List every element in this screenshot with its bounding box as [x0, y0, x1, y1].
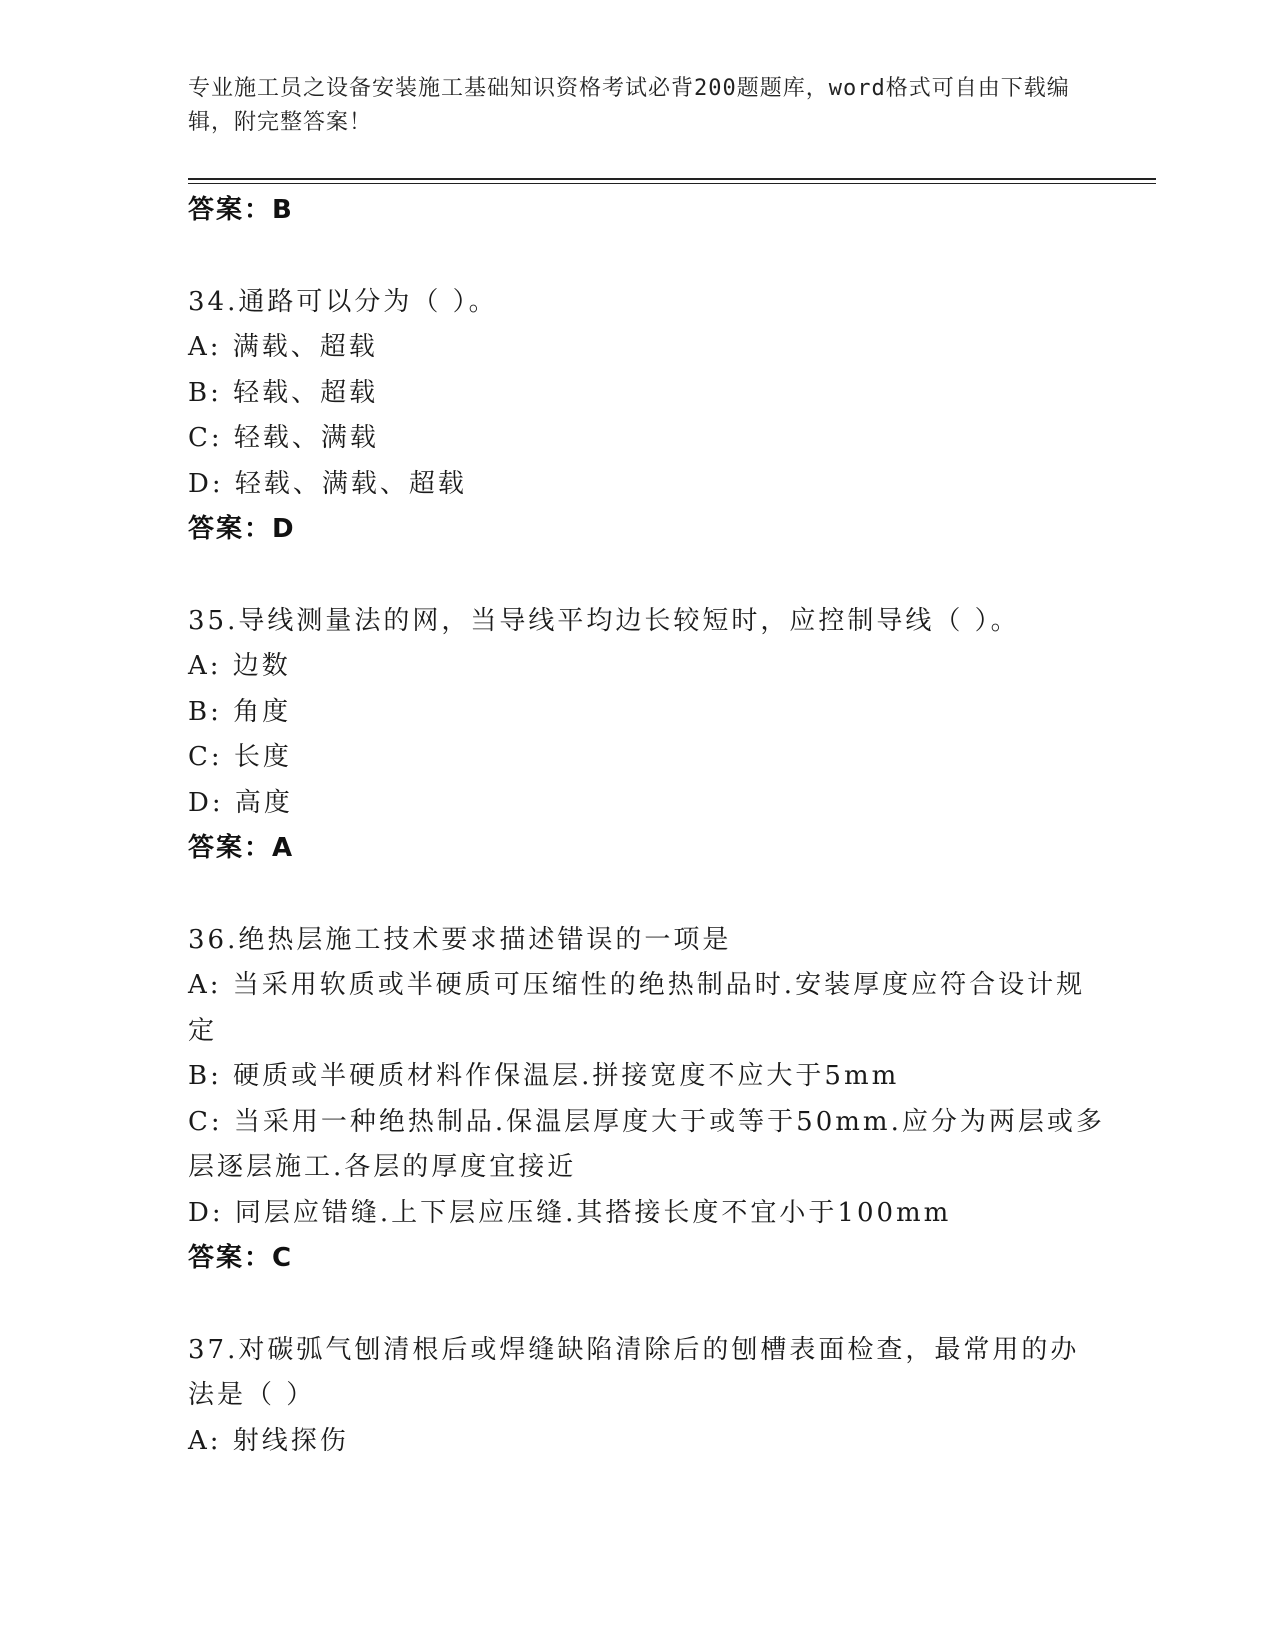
answer: 答案：A [188, 833, 295, 863]
previous-answer: 答案：B [188, 195, 294, 225]
option-c: C: 当采用一种绝热制品.保温层厚度大于或等于50mm.应分为两层或多层逐层施工.各层的厚度宜接近 [188, 1106, 1105, 1182]
option-a: A: 满载、超载 [188, 332, 378, 362]
answer: 答案：D [188, 514, 296, 544]
option-d: D: 同层应错缝.上下层应压缝.其搭接长度不宜小于100mm [188, 1197, 952, 1228]
question-36 [188, 918, 1108, 1282]
question-34 [188, 280, 1108, 553]
answer: 答案：C [188, 1243, 294, 1273]
header-rule-thick [188, 178, 1156, 180]
option-b: B: 轻载、超载 [188, 377, 379, 408]
spacer [188, 553, 1108, 599]
option-a: A: 边数 [188, 651, 291, 681]
question-stem: 37.对碳弧气刨清根后或焊缝缺陷清除后的刨槽表面检查，最常用的办法是（ ） [188, 1334, 1080, 1410]
question-stem: 36.绝热层施工技术要求描述错误的一项是 [188, 924, 732, 955]
question-37 [188, 1328, 1108, 1465]
spacer [188, 234, 1108, 280]
option-c: C: 长度 [188, 742, 292, 772]
question-stem: 35.导线测量法的网，当导线平均边长较短时，应控制导线（ ）。 [188, 605, 1020, 636]
option-c: C: 轻载、满载 [188, 423, 379, 453]
header-text: 专业施工员之设备安装施工基础知识资格考试必背200题题库，word格式可自由下载编辑，附完整答案！ [188, 76, 1070, 135]
spacer [188, 1282, 1108, 1328]
question-35 [188, 599, 1108, 872]
option-b: B: 硬质或半硬质材料作保温层.拼接宽度不应大于5mm [188, 1061, 900, 1091]
question-stem: 34.通路可以分为（ ）。 [188, 286, 498, 317]
option-b: B: 角度 [188, 696, 292, 727]
option-a: A: 射线探伤 [188, 1425, 349, 1456]
option-d: D: 轻载、满载、超载 [188, 468, 467, 499]
option-a: A: 当采用软质或半硬质可压缩性的绝热制品时.安装厚度应符合设计规定 [188, 970, 1086, 1046]
header-rule-thin [188, 183, 1156, 184]
page-header [188, 72, 1088, 140]
option-d: D: 高度 [188, 787, 293, 818]
question-list [188, 188, 1108, 1464]
spacer [188, 872, 1108, 918]
